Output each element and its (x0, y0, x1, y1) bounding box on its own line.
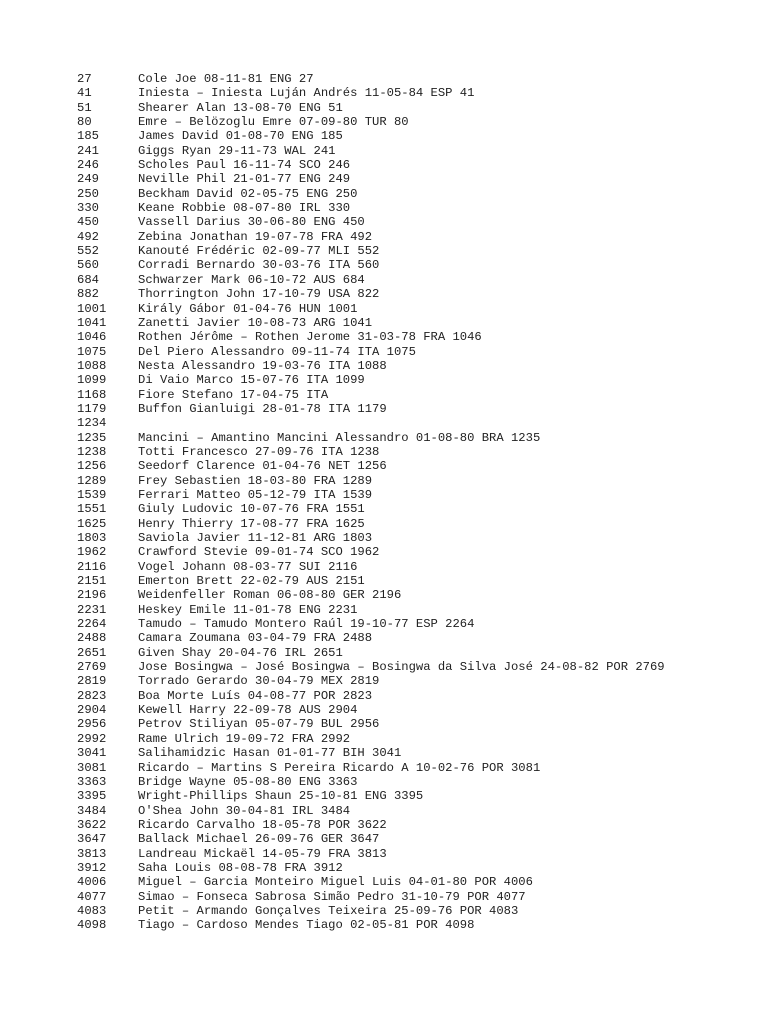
player-id: 2651 (77, 645, 107, 660)
player-id: 4098 (77, 918, 107, 933)
player-entry: Emre – Belözoglu Emre 07-09-80 TUR 80 (138, 115, 409, 130)
player-id: 1289 (77, 473, 107, 488)
player-entry: Miguel – Garcia Monteiro Miguel Luis 04-01-80 POR 4006 (138, 875, 533, 890)
list-item (77, 502, 757, 516)
list-item (77, 402, 757, 416)
list-item (77, 703, 757, 717)
player-id: 3395 (77, 789, 107, 804)
player-id: 3363 (77, 774, 107, 789)
list-item (77, 416, 757, 430)
player-entry: Iniesta – Iniesta Luján Andrés 11-05-84 ESP 41 (138, 86, 475, 101)
player-entry: Giuly Ludovic 10-07-76 FRA 1551 (138, 502, 365, 517)
player-id: 882 (77, 287, 99, 302)
player-id: 552 (77, 244, 99, 259)
player-entry: Salihamidzic Hasan 01-01-77 BIH 3041 (138, 746, 402, 761)
list-item (77, 330, 757, 344)
player-id: 27 (77, 72, 92, 86)
player-entry: Rothen Jérôme – Rothen Jerome 31-03-78 FRA 1046 (138, 330, 482, 345)
player-id: 80 (77, 115, 92, 130)
player-id: 1099 (77, 373, 107, 388)
player-entry: Petit – Armando Gonçalves Teixeira 25-09-76 POR 4083 (138, 903, 519, 918)
player-id: 2231 (77, 602, 107, 617)
player-entry: Emerton Brett 22-02-79 AUS 2151 (138, 574, 365, 589)
list-item (77, 674, 757, 688)
list-item (77, 531, 757, 545)
player-id: 250 (77, 186, 99, 201)
list-item (77, 230, 757, 244)
player-entry: Del Piero Alessandro 09-11-74 ITA 1075 (138, 344, 416, 359)
player-entry: Ferrari Matteo 05-12-79 ITA 1539 (138, 487, 373, 502)
player-id: 2116 (77, 559, 107, 574)
player-id: 1001 (77, 301, 107, 316)
player-id: 246 (77, 158, 99, 173)
list-item (77, 761, 757, 775)
player-id: 1088 (77, 358, 107, 373)
player-entry: Vogel Johann 08-03-77 SUI 2116 (138, 559, 358, 574)
player-entry: Henry Thierry 17-08-77 FRA 1625 (138, 516, 365, 531)
player-entry: Mancini – Amantino Mancini Alessandro 01-08-80 BRA 1235 (138, 430, 541, 445)
player-entry: Nesta Alessandro 19-03-76 ITA 1088 (138, 358, 387, 373)
player-id: 1539 (77, 487, 107, 502)
player-id: 2264 (77, 617, 107, 632)
player-entry: Corradi Bernardo 30-03-76 ITA 560 (138, 258, 380, 273)
list-item (77, 918, 757, 932)
player-id: 1238 (77, 444, 107, 459)
player-id: 2992 (77, 731, 107, 746)
player-entry: Petrov Stiliyan 05-07-79 BUL 2956 (138, 717, 380, 732)
player-entry: Kanouté Frédéric 02-09-77 MLI 552 (138, 244, 380, 259)
list-item (77, 359, 757, 373)
player-id: 1234 (77, 416, 107, 431)
player-entry: Crawford Stevie 09-01-74 SCO 1962 (138, 545, 380, 560)
list-item (77, 660, 757, 674)
player-entry: Keane Robbie 08-07-80 IRL 330 (138, 201, 351, 216)
list-item (77, 187, 757, 201)
player-entry: O'Shea John 30-04-81 IRL 3484 (138, 803, 351, 818)
player-id: 560 (77, 258, 99, 273)
list-item (77, 258, 757, 272)
list-item (77, 861, 757, 875)
list-item (77, 545, 757, 559)
player-entry: Zebina Jonathan 19-07-78 FRA 492 (138, 229, 373, 244)
list-item (77, 244, 757, 258)
player-id: 492 (77, 229, 99, 244)
player-entry: Schwarzer Mark 06-10-72 AUS 684 (138, 272, 365, 287)
list-item (77, 388, 757, 402)
list-item (77, 101, 757, 115)
list-item (77, 287, 757, 301)
player-entry: Buffon Gianluigi 28-01-78 ITA 1179 (138, 401, 387, 416)
list-item (77, 459, 757, 473)
player-id: 1551 (77, 502, 107, 517)
player-id: 3647 (77, 832, 107, 847)
player-entry: Given Shay 20-04-76 IRL 2651 (138, 645, 343, 660)
player-entry: Torrado Gerardo 30-04-79 MEX 2819 (138, 674, 380, 689)
list-item (77, 86, 757, 100)
player-id: 1256 (77, 459, 107, 474)
player-id: 1075 (77, 344, 107, 359)
player-id: 41 (77, 86, 92, 101)
player-entry: Ricardo Carvalho 18-05-78 POR 3622 (138, 817, 387, 832)
player-entry: Shearer Alan 13-08-70 ENG 51 (138, 100, 343, 115)
list-item (77, 373, 757, 387)
list-item (77, 201, 757, 215)
player-id: 1168 (77, 387, 107, 402)
list-item (77, 431, 757, 445)
player-id: 3041 (77, 746, 107, 761)
player-id: 241 (77, 143, 99, 158)
player-id: 1179 (77, 401, 107, 416)
list-item (77, 560, 757, 574)
player-entry: James David 01-08-70 ENG 185 (138, 129, 343, 144)
player-id: 2769 (77, 660, 107, 675)
player-id: 1803 (77, 531, 107, 545)
list-item (77, 215, 757, 229)
list-item (77, 847, 757, 861)
player-entry: Totti Francesco 27-09-76 ITA 1238 (138, 444, 380, 459)
list-item (77, 732, 757, 746)
player-entry: Simao – Fonseca Sabrosa Simão Pedro 31-10-79 POR 4077 (138, 889, 526, 904)
player-id: 450 (77, 215, 99, 230)
player-id: 4083 (77, 903, 107, 918)
player-entry: Bridge Wayne 05-08-80 ENG 3363 (138, 774, 358, 789)
player-entry: Landreau Mickaël 14-05-79 FRA 3813 (138, 846, 387, 861)
list-item (77, 804, 757, 818)
list-item (77, 273, 757, 287)
list-item (77, 818, 757, 832)
player-entry: Scholes Paul 16-11-74 SCO 246 (138, 158, 351, 173)
list-item (77, 746, 757, 760)
player-id: 2823 (77, 688, 107, 703)
player-id: 330 (77, 201, 99, 216)
player-entry: Saviola Javier 11-12-81 ARG 1803 (138, 531, 373, 545)
player-entry: Neville Phil 21-01-77 ENG 249 (138, 172, 351, 187)
player-id: 185 (77, 129, 99, 144)
list-item (77, 144, 757, 158)
list-item (77, 617, 757, 631)
list-item (77, 646, 757, 660)
list-item (77, 302, 757, 316)
player-entry: Király Gábor 01-04-76 HUN 1001 (138, 301, 358, 316)
player-entry: Zanetti Javier 10-08-73 ARG 1041 (138, 315, 373, 330)
player-entry: Frey Sebastien 18-03-80 FRA 1289 (138, 473, 373, 488)
player-entry: Weidenfeller Roman 06-08-80 GER 2196 (138, 588, 402, 603)
player-entry: Tiago – Cardoso Mendes Tiago 02-05-81 POR 4098 (138, 918, 475, 933)
player-entry: Fiore Stefano 17-04-75 ITA (138, 387, 329, 402)
player-entry: Vassell Darius 30-06-80 ENG 450 (138, 215, 365, 230)
player-id: 2488 (77, 631, 107, 646)
player-list (77, 72, 757, 933)
player-id: 3484 (77, 803, 107, 818)
player-entry: Tamudo – Tamudo Montero Raúl 19-10-77 ESP 2264 (138, 617, 475, 632)
list-item (77, 517, 757, 531)
list-item (77, 890, 757, 904)
list-item (77, 832, 757, 846)
list-item (77, 875, 757, 889)
player-id: 2196 (77, 588, 107, 603)
player-entry: Seedorf Clarence 01-04-76 NET 1256 (138, 459, 387, 474)
player-id: 51 (77, 100, 92, 115)
player-id: 1962 (77, 545, 107, 560)
player-id: 3622 (77, 817, 107, 832)
player-entry: Di Vaio Marco 15-07-76 ITA 1099 (138, 373, 365, 388)
player-id: 4077 (77, 889, 107, 904)
list-item (77, 172, 757, 186)
player-id: 1625 (77, 516, 107, 531)
player-entry: Beckham David 02-05-75 ENG 250 (138, 186, 358, 201)
list-item (77, 345, 757, 359)
player-entry: Wright-Phillips Shaun 25-10-81 ENG 3395 (138, 789, 424, 804)
player-entry: Rame Ulrich 19-09-72 FRA 2992 (138, 731, 351, 746)
list-item (77, 158, 757, 172)
player-id: 2956 (77, 717, 107, 732)
player-entry: Cole Joe 08-11-81 ENG 27 (138, 72, 314, 86)
player-id: 2904 (77, 703, 107, 718)
player-id: 1046 (77, 330, 107, 345)
player-id: 684 (77, 272, 99, 287)
list-item (77, 588, 757, 602)
player-id: 3081 (77, 760, 107, 775)
player-entry: Jose Bosingwa – José Bosingwa – Bosingwa da Silva José 24-08-82 POR 2769 (138, 660, 665, 675)
list-item (77, 129, 757, 143)
player-entry: Ballack Michael 26-09-76 GER 3647 (138, 832, 380, 847)
player-id: 1235 (77, 430, 107, 445)
player-entry: Camara Zoumana 03-04-79 FRA 2488 (138, 631, 373, 646)
player-entry: Thorrington John 17-10-79 USA 822 (138, 287, 380, 302)
player-id: 2151 (77, 574, 107, 589)
list-item (77, 603, 757, 617)
list-item (77, 72, 757, 86)
player-id: 2819 (77, 674, 107, 689)
list-item (77, 316, 757, 330)
player-entry: Kewell Harry 22-09-78 AUS 2904 (138, 703, 358, 718)
list-item (77, 904, 757, 918)
list-item (77, 445, 757, 459)
list-item (77, 474, 757, 488)
player-entry: Heskey Emile 11-01-78 ENG 2231 (138, 602, 358, 617)
list-item (77, 689, 757, 703)
list-item (77, 574, 757, 588)
player-entry: Saha Louis 08-08-78 FRA 3912 (138, 860, 343, 875)
player-id: 4006 (77, 875, 107, 890)
player-id: 249 (77, 172, 99, 187)
player-entry: Boa Morte Luís 04-08-77 POR 2823 (138, 688, 373, 703)
player-entry: Ricardo – Martins S Pereira Ricardo A 10-02-76 POR 3081 (138, 760, 541, 775)
list-item (77, 631, 757, 645)
player-id: 1041 (77, 315, 107, 330)
list-item (77, 115, 757, 129)
list-item (77, 789, 757, 803)
list-item (77, 488, 757, 502)
list-item (77, 717, 757, 731)
player-entry: Giggs Ryan 29-11-73 WAL 241 (138, 143, 336, 158)
player-id: 3912 (77, 860, 107, 875)
player-id: 3813 (77, 846, 107, 861)
list-item (77, 775, 757, 789)
